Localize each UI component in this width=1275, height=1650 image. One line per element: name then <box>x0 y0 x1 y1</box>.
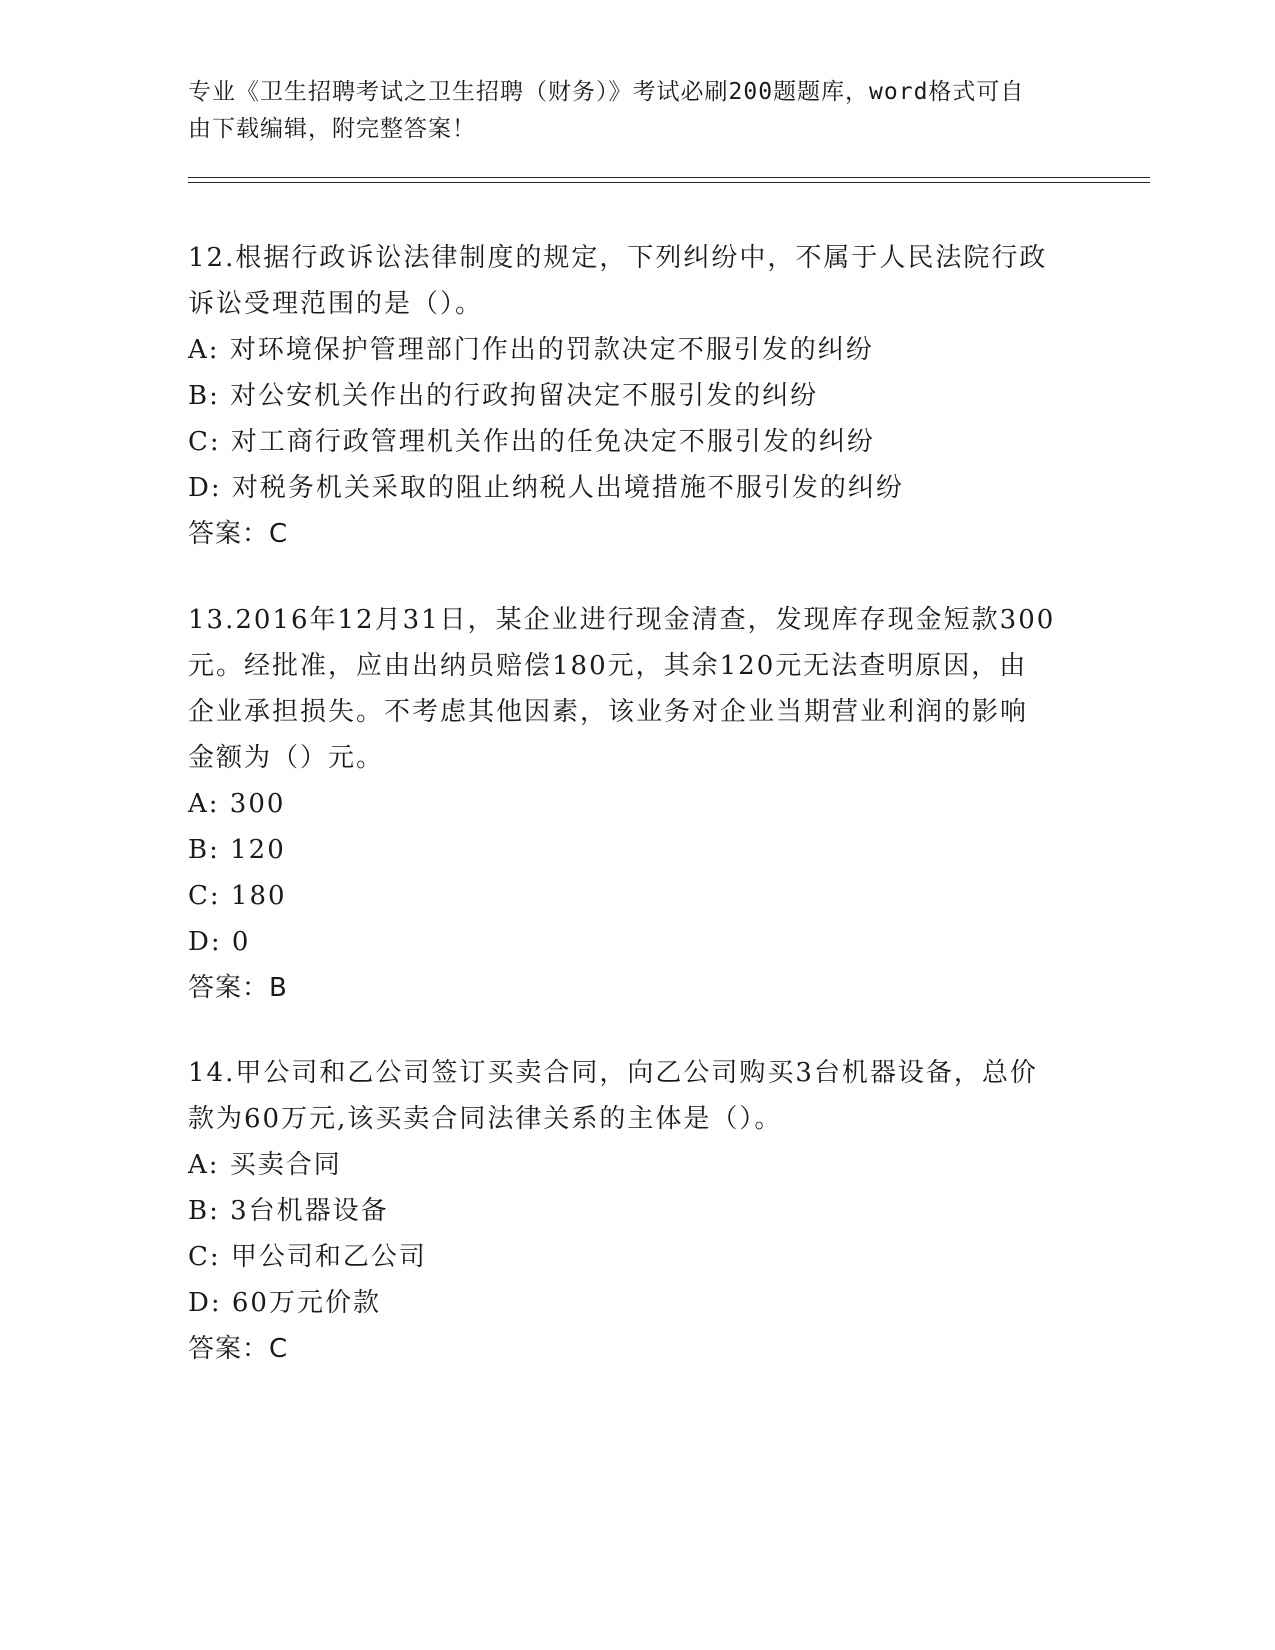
option-a: A: 300 <box>188 789 286 819</box>
question-text-line: 13.2016年12月31日，某企业进行现金清查，发现库存现金短款300 <box>188 605 1056 635</box>
option-c: C: 甲公司和乙公司 <box>188 1242 427 1272</box>
option-b: B: 120 <box>188 835 286 865</box>
question-13 <box>188 597 1088 1011</box>
header-line-2: 由下载编辑，附完整答案！ <box>188 116 476 142</box>
question-text <box>188 235 1088 327</box>
question-text <box>188 1050 1088 1142</box>
answer: 答案：C <box>188 1334 289 1364</box>
question-text-line: 元。经批准，应由出纳员赔偿180元，其余120元无法查明原因，由 <box>188 651 1028 681</box>
option-a: A: 买卖合同 <box>188 1150 342 1180</box>
option-d: D: 60万元价款 <box>188 1288 381 1318</box>
option-b: B: 对公安机关作出的行政拘留决定不服引发的纠纷 <box>188 381 819 411</box>
header-divider-top <box>188 177 1150 178</box>
question-text-line: 诉讼受理范围的是（）。 <box>188 289 484 319</box>
question-text-line: 14.甲公司和乙公司签订买卖合同，向乙公司购买3台机器设备，总价 <box>188 1058 1038 1088</box>
option-b: B: 3台机器设备 <box>188 1196 389 1226</box>
option-c: C: 对工商行政管理机关作出的任免决定不服引发的纠纷 <box>188 427 875 457</box>
question-text <box>188 597 1088 781</box>
option-d: D: 对税务机关采取的阻止纳税人出境措施不服引发的纠纷 <box>188 473 904 503</box>
header-line-1: 专业《卫生招聘考试之卫生招聘（财务）》考试必刷200题题库，word格式可自 <box>188 79 1025 105</box>
answer: 答案：B <box>188 973 288 1003</box>
option-a: A: 对环境保护管理部门作出的罚款决定不服引发的纠纷 <box>188 335 874 365</box>
document-header <box>188 74 1068 148</box>
header-divider-bottom <box>188 182 1150 183</box>
question-14 <box>188 1050 1088 1372</box>
question-text-line: 金额为（）元。 <box>188 743 385 773</box>
option-d: D: 0 <box>188 927 251 957</box>
question-text-line: 企业承担损失。不考虑其他因素，该业务对企业当期营业利润的影响 <box>188 697 1029 727</box>
question-text-line: 款为60万元,该买卖合同法律关系的主体是（）。 <box>188 1104 783 1134</box>
question-text-line: 12.根据行政诉讼法律制度的规定，下列纠纷中，不属于人民法院行政 <box>188 243 1048 273</box>
option-c: C: 180 <box>188 881 287 911</box>
question-12 <box>188 235 1088 557</box>
answer: 答案：C <box>188 519 289 549</box>
